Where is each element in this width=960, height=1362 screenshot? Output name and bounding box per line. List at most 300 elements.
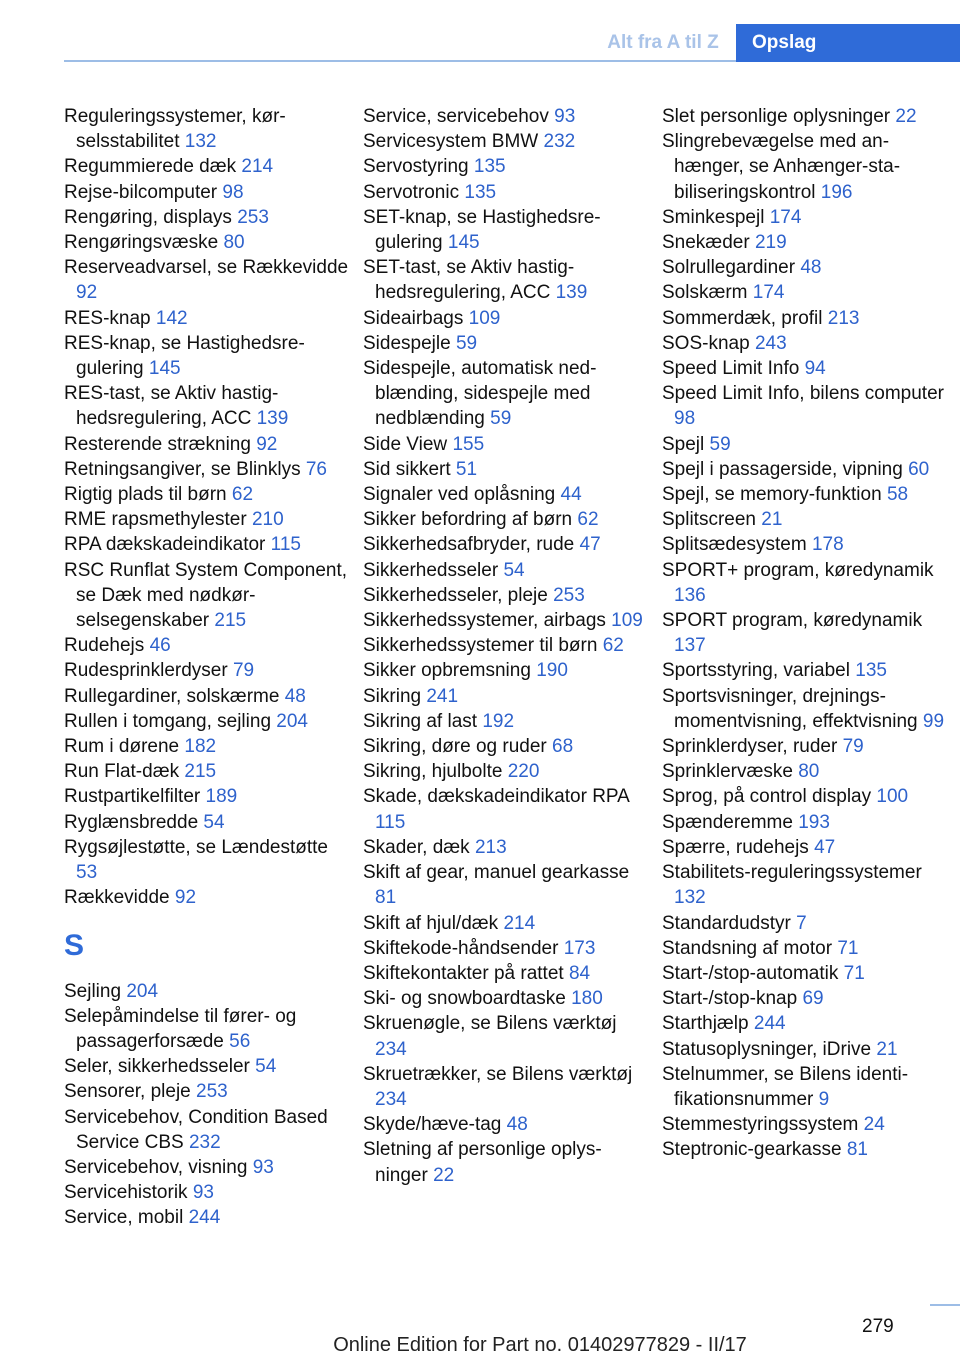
page-reference-link[interactable]: 109: [468, 307, 501, 329]
page-reference-link[interactable]: 62: [577, 509, 599, 531]
page-reference-link[interactable]: 109: [611, 610, 643, 632]
index-term: SET-tast, se Aktiv hastighedsregulering, ACC: [363, 257, 575, 304]
page-reference-link[interactable]: 22: [895, 106, 917, 127]
index-list-s: [64, 979, 349, 1231]
index-term: Splitscreen: [662, 509, 756, 531]
index-term: Servicebehov, Condition Based Service CBS: [64, 1106, 328, 1153]
page-reference-link[interactable]: 48: [506, 1114, 528, 1136]
index-entry: [64, 507, 349, 532]
index-term: Reserveadvarsel, se Rækkevidde: [64, 257, 349, 279]
index-term: Rengøringsvæske: [64, 232, 219, 254]
page-reference-link[interactable]: 115: [270, 534, 301, 556]
index-entry: [662, 255, 947, 280]
page-reference-link[interactable]: 59: [490, 408, 512, 430]
index-term: Snekæder: [662, 232, 750, 254]
page-reference-link[interactable]: 81: [846, 1139, 868, 1161]
index-entry: [662, 936, 947, 961]
page-reference-link[interactable]: 48: [284, 685, 306, 707]
index-entry: [64, 835, 349, 885]
index-term: Reguleringssystemer, kørselsstabilitet: [64, 106, 286, 153]
page-reference-link[interactable]: 47: [579, 534, 601, 556]
index-entry: [64, 381, 349, 431]
index-entry: [662, 129, 947, 205]
page-reference-link[interactable]: 196: [820, 181, 853, 203]
index-entry: [662, 1037, 947, 1062]
page-reference-link[interactable]: 115: [375, 811, 406, 833]
page-reference-link[interactable]: 139: [256, 408, 289, 430]
index-entry: [662, 482, 947, 507]
index-column-2: [363, 104, 648, 1188]
index-term: Signaler ved oplåsning: [363, 484, 556, 506]
index-entry: [662, 658, 947, 683]
page-reference-link[interactable]: 93: [192, 1182, 214, 1204]
index-entry: [64, 658, 349, 683]
page-reference-link[interactable]: 76: [305, 458, 327, 480]
index-entry: [662, 507, 947, 532]
index-entry: [64, 154, 349, 179]
index-entry: [662, 784, 947, 809]
index-entry: [363, 1112, 648, 1137]
index-entry: [662, 104, 947, 129]
index-entry: [662, 230, 947, 255]
index-term: Rullen i tomgang, sejling: [64, 710, 272, 732]
index-entry: [64, 734, 349, 759]
index-term: Skift af hjul/dæk: [363, 912, 499, 934]
page-reference-link[interactable]: 174: [752, 282, 785, 304]
index-term: Sletning af personlige oplysninger: [363, 1139, 602, 1186]
index-entry: [662, 356, 947, 381]
index-term: Sikring: [363, 685, 422, 707]
index-term: Sommerdæk, profil: [662, 307, 823, 329]
index-term: Sprinklervæske: [662, 761, 793, 783]
index-term: RME rapsmethylester: [64, 509, 247, 531]
index-entry: [363, 709, 648, 734]
page-reference-link[interactable]: 80: [223, 232, 245, 254]
index-term: Rullegardiner, solskærme: [64, 685, 280, 707]
index-entry: [64, 979, 349, 1004]
index-entry: [363, 129, 648, 154]
index-term: Sikring, hjulbolte: [363, 761, 503, 783]
page-reference-link[interactable]: 234: [375, 1038, 407, 1060]
index-entry: [363, 961, 648, 986]
index-term: RES-knap, se Hastighedsregulering: [64, 332, 305, 380]
page-reference-link[interactable]: 232: [188, 1131, 221, 1153]
page-reference-link[interactable]: 54: [503, 559, 525, 581]
index-entry: [363, 784, 648, 834]
index-term: Stelnummer, se Bilens identifikationsnummer: [662, 1063, 909, 1110]
index-term: Retningsangiver, se Blinklys: [64, 458, 301, 480]
footer-rule: [930, 1304, 960, 1306]
index-entry: [662, 457, 947, 482]
index-entry: [64, 532, 349, 557]
index-entry: [363, 936, 648, 961]
index-term: Sikring, døre og ruder: [363, 736, 547, 758]
index-column-1: [64, 104, 349, 1231]
index-entry: [363, 759, 648, 784]
index-entry: [64, 331, 349, 381]
page-reference-link[interactable]: 47: [814, 836, 836, 858]
index-term: Rejse-bilcomputer: [64, 181, 218, 203]
footer-edition: Online Edition for Part no. 01402977829 - II/17: [333, 1334, 747, 1356]
index-term: Sikkerhedssystemer til børn: [363, 635, 598, 657]
index-entry: [363, 482, 648, 507]
index-entry: [363, 507, 648, 532]
page-reference-link[interactable]: 46: [149, 635, 171, 657]
index-term: Spejl, se memory-funktion: [662, 484, 882, 506]
index-term: RES-tast, se Aktiv hastighedsregulering, ACC: [64, 383, 279, 430]
index-term: Skruetrækker, se Bilens værktøj: [363, 1063, 633, 1085]
page-reference-link[interactable]: 24: [863, 1114, 885, 1136]
index-term: Servotronic: [363, 181, 460, 203]
index-entry: [363, 608, 648, 633]
page-reference-link[interactable]: 54: [203, 811, 225, 833]
index-term: Spejl i passagerside, vipning: [662, 458, 903, 480]
index-term: Selepåmindelse til fører- og passagerforsæde: [64, 1005, 297, 1052]
index-term: Start-/stop-automatik: [662, 962, 839, 984]
page-reference-link[interactable]: 204: [126, 980, 159, 1002]
index-term: SOS-knap: [662, 332, 750, 354]
index-term: Side View: [363, 433, 448, 455]
index-term: Stemmestyringssystem: [662, 1114, 859, 1136]
page-reference-link[interactable]: 132: [184, 131, 217, 153]
index-term: Rengøring, displays: [64, 206, 232, 228]
page-reference-link[interactable]: 135: [464, 181, 497, 203]
index-entry: [64, 633, 349, 658]
page-reference-link[interactable]: 93: [252, 1156, 274, 1178]
index-entry: [662, 684, 947, 734]
index-term: Skift af gear, manuel gearkasse: [363, 862, 630, 884]
index-term: Servicehistorik: [64, 1182, 188, 1204]
index-entry: [363, 860, 648, 910]
index-entry: [64, 784, 349, 809]
index-entry: [662, 381, 947, 431]
page-reference-link[interactable]: 193: [798, 811, 830, 833]
index-entry: [363, 1011, 648, 1061]
index-term: Slet personlige oplysninger: [662, 106, 891, 127]
index-term: Ryglænsbredde: [64, 811, 199, 833]
page-reference-link[interactable]: 215: [214, 610, 247, 632]
page-reference-link[interactable]: 51: [455, 458, 478, 480]
index-entry: [662, 1112, 947, 1137]
index-term: Service, servicebehov: [363, 106, 549, 127]
index-entry: [662, 986, 947, 1011]
page-reference-link[interactable]: 241: [426, 685, 459, 707]
index-term: Sid sikkert: [363, 458, 451, 480]
index-entry: [363, 154, 648, 179]
page-reference-link[interactable]: 59: [455, 332, 478, 354]
page-reference-link[interactable]: 190: [536, 660, 568, 682]
index-entry: [662, 1137, 947, 1162]
index-term: Servicebehov, visning: [64, 1156, 248, 1178]
index-entry: [662, 432, 947, 457]
index-term: Rudehejs: [64, 635, 145, 657]
index-term: Skade, dækskadeindikator RPA: [363, 786, 629, 808]
page-reference-link[interactable]: 244: [753, 1013, 786, 1035]
index-term: Solrullegardiner: [662, 257, 796, 279]
index-term: Skyde/hæve-tag: [363, 1114, 502, 1136]
index-entry: [662, 558, 947, 608]
index-term: Sminkespejl: [662, 206, 765, 228]
page-reference-link[interactable]: 213: [474, 836, 507, 858]
index-term: Sikkerhedssystemer, airbags: [363, 610, 606, 632]
index-entry: [64, 255, 349, 305]
page-reference-link[interactable]: 253: [553, 584, 585, 606]
index-entry: [662, 860, 947, 910]
page-reference-link[interactable]: 93: [554, 106, 576, 127]
active-section-tab: Opslag: [736, 24, 960, 62]
page-reference-link[interactable]: 53: [76, 862, 98, 884]
index-term: Resterende strækning: [64, 433, 251, 455]
index-entry: [662, 911, 947, 936]
index-term: Servostyring: [363, 156, 469, 178]
index-entry: [64, 482, 349, 507]
index-entry: [363, 104, 648, 129]
index-entry: [662, 608, 947, 658]
index-entry: [64, 1079, 349, 1104]
index-term: Steptronic-gearkasse: [662, 1139, 842, 1161]
index-term: Speed Limit Info, bilens computer: [662, 383, 944, 405]
page-reference-link[interactable]: 44: [560, 484, 582, 506]
page-reference-link[interactable]: 214: [503, 912, 536, 934]
page-reference-link[interactable]: 71: [837, 937, 859, 959]
index-entry: [363, 457, 648, 482]
index-term: RSC Runflat System Component, se Dæk med nødkørselsegenskaber: [64, 559, 348, 632]
page-reference-link[interactable]: 204: [276, 710, 308, 732]
page-reference-link[interactable]: 92: [76, 282, 98, 304]
page-reference-link[interactable]: 81: [375, 887, 397, 909]
index-entry: [64, 810, 349, 835]
page-reference-link[interactable]: 21: [876, 1038, 898, 1060]
page-reference-link[interactable]: 99: [922, 710, 945, 732]
index-term: Rigtig plads til børn: [64, 484, 227, 506]
index-term: Skiftekode-håndsender: [363, 937, 559, 959]
page-reference-link[interactable]: 22: [433, 1164, 455, 1186]
index-entry: [662, 306, 947, 331]
section-title: Alt fra A til Z: [607, 31, 719, 53]
index-entry: [64, 1155, 349, 1180]
index-term: Skruenøgle, se Bilens værktøj: [363, 1013, 617, 1035]
index-term: Sprinklerdyser, ruder: [662, 736, 838, 758]
page-reference-link[interactable]: 244: [188, 1207, 221, 1229]
index-entry: [662, 280, 947, 305]
index-term: Rækkevidde: [64, 887, 170, 909]
page-reference-link[interactable]: 253: [196, 1081, 228, 1103]
index-entry: [662, 205, 947, 230]
index-entry: [64, 1054, 349, 1079]
index-term: Service, mobil: [64, 1207, 184, 1229]
index-term: Rustpartikelfilter: [64, 786, 201, 808]
page-reference-link[interactable]: 145: [447, 232, 480, 254]
index-entry: [363, 734, 648, 759]
page-reference-link[interactable]: 98: [674, 408, 696, 430]
index-term: RPA dækskadeindikator: [64, 534, 266, 556]
index-entry: [64, 104, 349, 154]
index-term: Sikker befordring af børn: [363, 509, 573, 531]
index-term: Start-/stop-knap: [662, 988, 798, 1010]
page-reference-link[interactable]: 68: [552, 736, 574, 758]
index-entry: [662, 961, 947, 986]
page-reference-link[interactable]: 137: [674, 635, 706, 657]
page-reference-link[interactable]: 139: [555, 282, 588, 304]
index-term: Speed Limit Info: [662, 358, 800, 380]
index-entry: [64, 1180, 349, 1205]
index-entry: [363, 1137, 648, 1187]
index-entry: [64, 558, 349, 634]
page-reference-link[interactable]: 182: [184, 736, 217, 758]
page-reference-link[interactable]: 92: [174, 887, 197, 909]
index-entry: [64, 709, 349, 734]
page-reference-link[interactable]: 56: [229, 1030, 251, 1052]
index-term: Sikring af last: [363, 710, 478, 732]
page-reference-link[interactable]: 214: [241, 156, 274, 178]
index-entry: [64, 885, 349, 910]
page-reference-link[interactable]: 180: [571, 988, 603, 1010]
index-entry: [363, 180, 648, 205]
page-reference-link[interactable]: 48: [800, 257, 822, 279]
index-entry: [662, 734, 947, 759]
index-entry: [363, 835, 648, 860]
index-term: Solskærm: [662, 282, 748, 304]
page-reference-link[interactable]: 145: [148, 358, 181, 380]
index-entry: [662, 1011, 947, 1036]
index-term: Spejl: [662, 433, 705, 455]
page-reference-link[interactable]: 62: [231, 484, 254, 506]
index-entry: [363, 986, 648, 1011]
index-entry: [662, 532, 947, 557]
page-reference-link[interactable]: 92: [256, 433, 278, 455]
page-reference-link[interactable]: 69: [802, 988, 824, 1010]
page-reference-link[interactable]: 215: [184, 761, 217, 783]
index-entry: [662, 759, 947, 784]
index-entry: [363, 583, 648, 608]
page-reference-link[interactable]: 100: [876, 786, 909, 808]
index-term: Standsning af motor: [662, 937, 833, 959]
index-term: Sikkerhedsseler: [363, 559, 499, 581]
index-entry: [363, 331, 648, 356]
index-entry: [64, 306, 349, 331]
page-reference-link[interactable]: 219: [754, 232, 787, 254]
index-term: Rygsøjlestøtte, se Lændestøtte: [64, 836, 328, 858]
index-entry: [662, 835, 947, 860]
page-reference-link[interactable]: 174: [769, 206, 802, 228]
index-letter-heading: S: [64, 928, 85, 962]
page-reference-link[interactable]: 21: [761, 509, 783, 531]
page-reference-link[interactable]: 59: [709, 433, 731, 455]
index-term: Rum i dørene: [64, 736, 180, 758]
page-reference-link[interactable]: 71: [843, 962, 865, 984]
index-term: Skiftekontakter på rattet: [363, 962, 564, 984]
index-entry: [363, 356, 648, 432]
index-entry: [64, 432, 349, 457]
index-entry: [363, 684, 648, 709]
index-entry: [64, 457, 349, 482]
page-reference-link[interactable]: 232: [543, 131, 576, 153]
index-column-3: [662, 104, 947, 1163]
index-entry: [363, 911, 648, 936]
index-term: Sejling: [64, 980, 122, 1002]
index-term: Splitsædesystem: [662, 534, 807, 556]
page-reference-link[interactable]: 192: [482, 710, 515, 732]
page-reference-link[interactable]: 253: [237, 206, 269, 228]
page-reference-link[interactable]: 58: [886, 484, 909, 506]
index-term: Starthjælp: [662, 1013, 749, 1035]
index-entry: [662, 1062, 947, 1112]
index-entry: [363, 255, 648, 305]
page-reference-link[interactable]: 60: [908, 458, 930, 480]
index-entry: [64, 1105, 349, 1155]
index-term: Sikkerhedsafbryder, rude: [363, 534, 575, 556]
index-term: Sideairbags: [363, 307, 464, 329]
page-number: 279: [862, 1316, 894, 1337]
page-reference-link[interactable]: 62: [602, 635, 624, 657]
page-reference-link[interactable]: 234: [375, 1088, 407, 1110]
page-reference-link[interactable]: 155: [452, 433, 485, 455]
page-reference-link[interactable]: 7: [796, 912, 807, 934]
index-entry: [363, 1062, 648, 1112]
index-term: Sikkerhedsseler, pleje: [363, 584, 548, 606]
index-term: Sidespejle, automatisk nedblænding, sidespejle med nedblænding: [363, 358, 597, 430]
index-entry: [662, 331, 947, 356]
page-reference-link[interactable]: 173: [563, 937, 596, 959]
index-term: Run Flat-dæk: [64, 761, 180, 783]
page-reference-link[interactable]: 178: [811, 534, 844, 556]
index-term: Sportsvisninger, drejningsmomentvisning, effektvisning: [662, 685, 918, 732]
index-term: Statusoplysninger, iDrive: [662, 1038, 872, 1060]
index-entry: [64, 230, 349, 255]
page-reference-link[interactable]: 189: [205, 786, 238, 808]
index-term: Rudesprinklerdyser: [64, 660, 228, 682]
index-entry: [363, 633, 648, 658]
index-entry: [363, 205, 648, 255]
index-term: Seler, sikkerhedsseler: [64, 1056, 250, 1078]
page-reference-link[interactable]: 79: [842, 736, 864, 758]
page-reference-link[interactable]: 136: [674, 584, 706, 606]
page-reference-link[interactable]: 142: [155, 307, 188, 329]
page-reference-link[interactable]: 135: [855, 660, 887, 682]
index-term: SPORT program, køredynamik: [662, 610, 923, 632]
page-reference-link[interactable]: 210: [251, 509, 284, 531]
index-term: Standardudstyr: [662, 912, 791, 934]
index-entry: [64, 180, 349, 205]
index-term: SET-knap, se Hastighedsregulering: [363, 206, 601, 254]
index-term: Servicesystem BMW: [363, 131, 539, 153]
index-term: Sensorer, pleje: [64, 1081, 191, 1103]
index-term: Slingrebevægelse med anhænger, se Anhænger-stabiliseringskontrol: [662, 131, 901, 203]
page-reference-link[interactable]: 80: [798, 761, 820, 783]
page-reference-link[interactable]: 9: [818, 1088, 830, 1110]
page-reference-link[interactable]: 132: [674, 887, 706, 909]
index-entry: [363, 532, 648, 557]
page-reference-link[interactable]: 243: [754, 332, 787, 354]
index-entry: [662, 810, 947, 835]
index-term: Sportsstyring, variabel: [662, 660, 850, 682]
page-reference-link[interactable]: 94: [804, 358, 826, 380]
page-reference-link[interactable]: 220: [507, 761, 540, 783]
index-entry: [64, 1205, 349, 1230]
index-term: Stabilitets-reguleringssystemer: [662, 862, 922, 884]
index-term: Sprog, på control display: [662, 786, 872, 808]
page-reference-link[interactable]: 98: [222, 181, 244, 203]
page-reference-link[interactable]: 135: [473, 156, 506, 178]
page-reference-link[interactable]: 54: [255, 1056, 277, 1078]
index-term: RES-knap: [64, 307, 151, 329]
page-reference-link[interactable]: 84: [568, 962, 591, 984]
index-term: Sikker opbremsning: [363, 660, 531, 682]
index-entry: [363, 306, 648, 331]
index-term: Spænderemme: [662, 811, 793, 833]
page-reference-link[interactable]: 79: [232, 660, 255, 682]
page-reference-link[interactable]: 213: [827, 307, 860, 329]
